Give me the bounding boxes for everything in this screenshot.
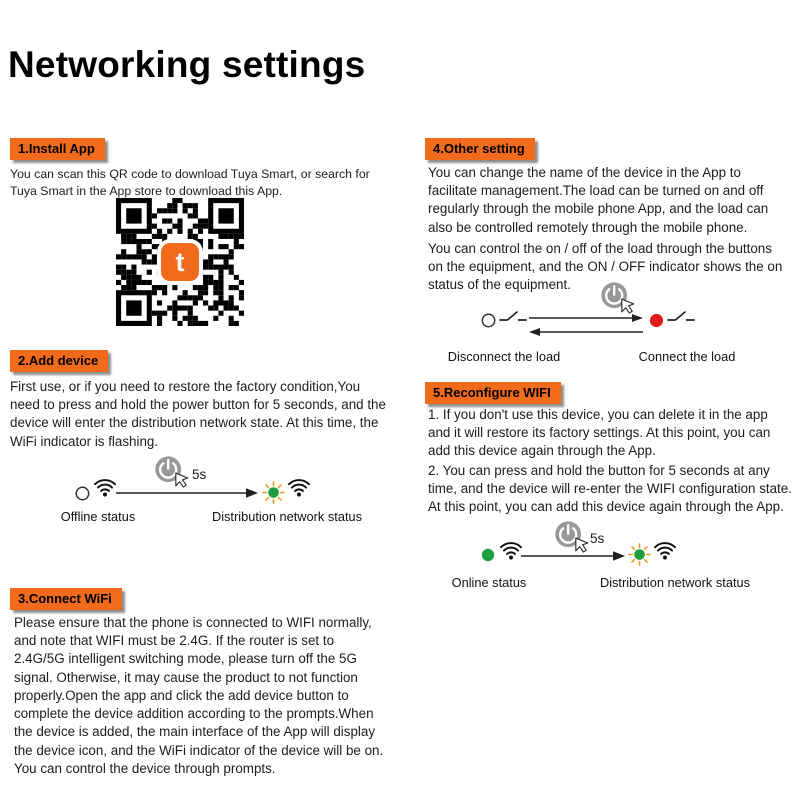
- section-heading-add-device: 2.Add device: [10, 350, 108, 372]
- indicator-off-icon: [481, 313, 496, 328]
- tuya-qr-code: [116, 198, 244, 326]
- reconfigure-wifi-item-2: 2. You can press and hold the button for 5 seconds at any time, and the device will re-enter the WIFI configuration state. At this point, you can add this device again through the App.: [428, 463, 792, 515]
- arrow-left-icon: [529, 327, 643, 337]
- tuya-logo: [161, 243, 199, 281]
- disconnect-load-label: Disconnect the load: [447, 349, 561, 364]
- wifi-icon: [654, 542, 676, 561]
- online-status-label: Online status: [451, 575, 527, 590]
- hold-time-label: 5s: [590, 531, 605, 546]
- distribution-status-label: Distribution network status: [599, 575, 751, 590]
- load-control-diagram: [425, 282, 790, 374]
- wifi-icon: [288, 479, 310, 498]
- open-switch-icon: [499, 308, 527, 324]
- connect-wifi-body: Please ensure that the phone is connected to WIFI normally, and note that WIFI must be 2.4G. If the router is set to 2.4G/5G intelligent switching mode, please turn off the 5G signal. Otherwise, it may cause the product to not function properly.Open the app and click the add device button to complete the device addition according to the prompts.When the device is added, the main interface of the App will display the device icon, and the WiFi indicator of the device will be on. You can control the device through prompts.: [14, 615, 384, 776]
- flashing-indicator-icon: [628, 543, 651, 566]
- indicator-on-red-icon: [649, 313, 664, 328]
- wifi-icon: [94, 479, 116, 498]
- reconfigure-wifi-item-1: 1. If you don't use this device, you can delete it in the app and it will restore its factory settings. At this point, you can add this device again through the App.: [428, 407, 771, 459]
- indicator-on-green-icon: [481, 548, 495, 562]
- hold-time-label: 5s: [192, 467, 207, 482]
- add-device-body: First use, or if you need to restore the factory condition,You need to press and hold the power button for 5 seconds, and the device will enter the distribution network state. At this time, the WiFi indicator is flashing.: [10, 379, 386, 449]
- other-setting-body-2: You can control the on / off of the load through the buttons on the equipment, and the ON / OFF indicator shows the on status of the equipment.: [428, 241, 783, 293]
- other-setting-body-1: You can change the name of the device in the App to facilitate management.The load can be turned on and off regularly through the mobile phone App, and the load can also be controlled remotely through the mobile phone.: [428, 165, 769, 235]
- offline-status-label: Offline status: [60, 509, 136, 524]
- indicator-off-icon: [75, 486, 90, 501]
- connect-load-label: Connect the load: [638, 349, 736, 364]
- add-device-diagram: [10, 450, 395, 530]
- press-button-icon: [551, 517, 593, 561]
- wifi-icon: [500, 542, 522, 561]
- distribution-status-label: Distribution network status: [211, 509, 363, 524]
- section-heading-reconfigure-wifi: 5.Reconfigure WIFI: [425, 382, 561, 404]
- section-heading-install-app: 1.Install App: [10, 138, 105, 160]
- section-heading-connect-wifi: 3.Connect WiFi: [10, 588, 122, 610]
- tuya-logo-letter: t: [175, 246, 185, 277]
- page-title: Networking settings: [8, 44, 366, 85]
- section-heading-other-setting: 4.Other setting: [425, 138, 535, 160]
- open-switch-icon: [667, 308, 695, 324]
- arrow-right-icon: [529, 313, 643, 323]
- install-app-body: You can scan this QR code to download Tuya Smart, or search for Tuya Smart in the App store to download this App.: [10, 167, 370, 198]
- flashing-indicator-icon: [262, 481, 285, 504]
- press-button-icon: [151, 452, 193, 496]
- reconfigure-wifi-diagram: [425, 524, 795, 594]
